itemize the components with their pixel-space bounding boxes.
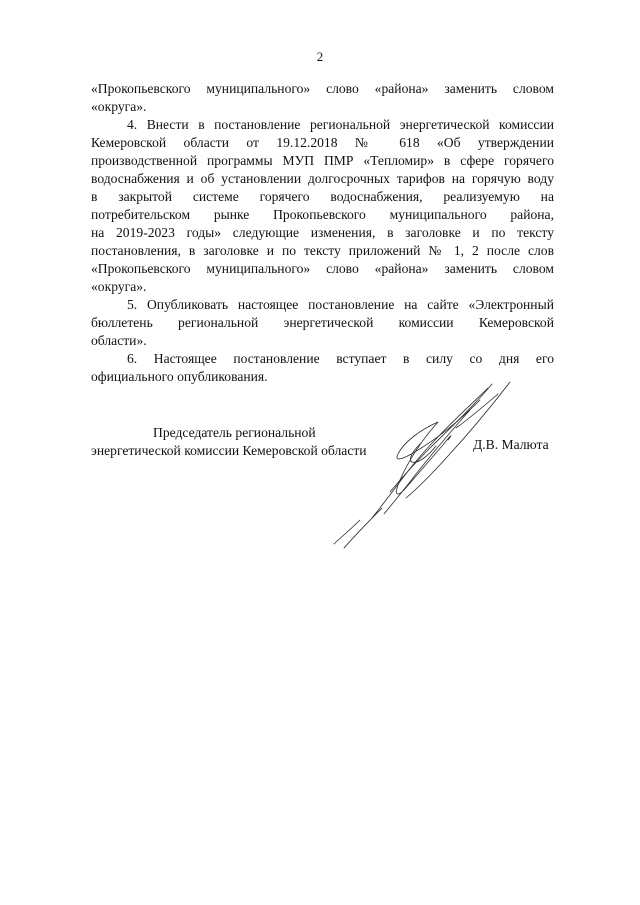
text-line: бюллетень региональной энергетической комиссии Кемеровской [91, 315, 554, 330]
text-line: области». [91, 333, 147, 348]
text-line: постановления, в заголовке и по тексту приложений № 1, 2 после слов [91, 243, 554, 258]
text-line: «Прокопьевского муниципального» слово «района» заменить словом [91, 261, 554, 276]
page-number: 2 [316, 49, 324, 64]
text-line: «округа». [91, 99, 147, 114]
text-line: 5. Опубликовать настоящее постановление на сайте «Электронный [127, 297, 554, 312]
text-line: «Прокопьевского муниципального» слово «района» заменить словом [91, 81, 554, 96]
document-body [91, 80, 554, 386]
signatory-title-line-1: Председатель региональной [153, 425, 316, 440]
handwritten-signature [320, 380, 520, 555]
text-line: в закрытой системе горячего водоснабжения, реализуемую на [91, 189, 554, 204]
text-line: «округа». [91, 279, 147, 294]
text-line: производственной программы МУП ПМР «Тепломир» в сфере горячего [91, 153, 554, 168]
text-line: потребительском рынке Прокопьевского муниципального района, [91, 207, 554, 222]
text-line: на 2019-2023 годы» следующие изменения, в заголовке и по тексту [91, 225, 554, 240]
signer-name: Д.В. Малюта [473, 437, 549, 452]
text-line: водоснабжения и об установлении долгосрочных тарифов на горячую воду [91, 171, 554, 186]
text-line: Кемеровской области от 19.12.2018 № 618 «Об утверждении [91, 135, 554, 150]
text-line: 6. Настоящее постановление вступает в силу со дня его [127, 351, 554, 366]
signatory-title-line-2: энергетической комиссии Кемеровской области [91, 443, 367, 458]
text-line: официального опубликования. [91, 369, 268, 384]
text-line: 4. Внести в постановление региональной энергетической комиссии [127, 117, 554, 132]
